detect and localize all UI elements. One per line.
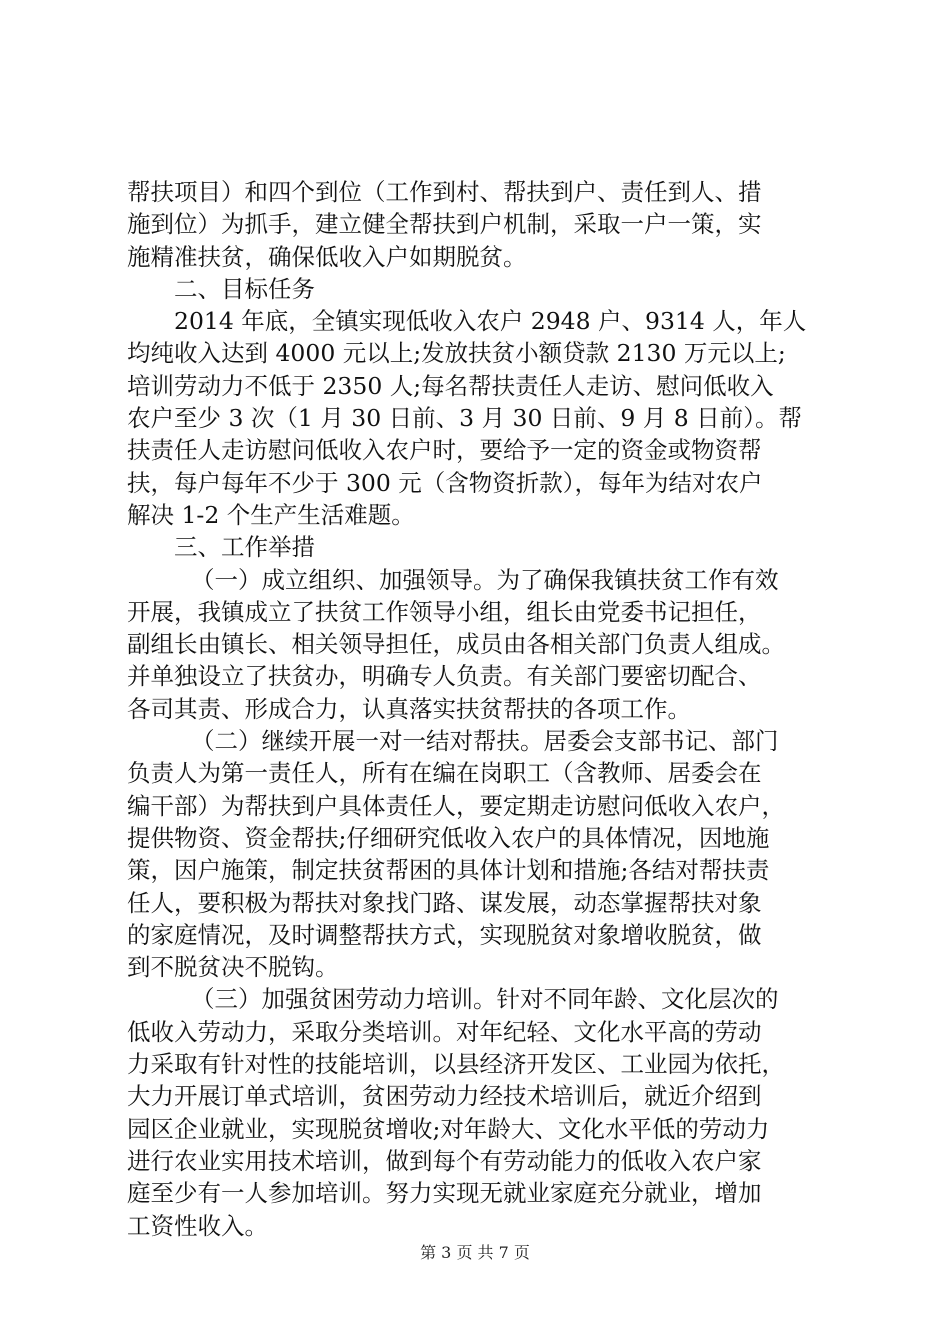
text-line: （三）加强贫困劳动力培训。针对不同年龄、文化层次的 [191, 985, 779, 1014]
text-line: 培训劳动力不低于 2350 人;每名帮扶责任人走访、慰问低收入 [127, 371, 774, 400]
text-line: 解决 1-2 个生产生活难题。 [127, 500, 415, 529]
text-line: 施到位）为抓手，建立健全帮扶到户机制，采取一户一策，实 [127, 210, 762, 239]
text-line: 低收入劳动力，采取分类培训。对年纪轻、文化水平高的劳动 [127, 1017, 762, 1046]
text-line: 开展，我镇成立了扶贫工作领导小组，组长由党委书记担任， [127, 597, 762, 626]
text-line: 庭至少有一人参加培训。努力实现无就业家庭充分就业，增加 [127, 1179, 762, 1208]
text-line: 进行农业实用技术培训，做到每个有劳动能力的低收入农户家 [127, 1146, 762, 1175]
text-line: 施精准扶贫，确保低收入户如期脱贫。 [127, 242, 527, 271]
text-line: 均纯收入达到 4000 元以上;发放扶贫小额贷款 2130 万元以上; [127, 339, 786, 368]
text-line: 负责人为第一责任人，所有在编在岗职工（含教师、居委会在 [127, 759, 762, 788]
text-line: 扶责任人走访慰问低收入农户时，要给予一定的资金或物资帮 [127, 436, 762, 465]
text-line: 的家庭情况，及时调整帮扶方式，实现脱贫对象增收脱贫，做 [127, 920, 762, 949]
text-line: 提供物资、资金帮扶;仔细研究低收入农户的具体情况，因地施 [127, 823, 770, 852]
text-line: 2014 年底，全镇实现低收入农户 2948 户、9314 人，年人 [174, 307, 807, 336]
document-body [127, 176, 833, 1242]
text-line: （二）继续开展一对一结对帮扶。居委会支部书记、部门 [191, 727, 779, 756]
text-line: 大力开展订单式培训，贫困劳动力经技术培训后，就近介绍到 [127, 1082, 762, 1111]
section-heading: 三、工作举措 [174, 533, 315, 562]
text-line: 编干部）为帮扶到户具体责任人，要定期走访慰问低收入农户， [127, 791, 785, 820]
text-line: 策，因户施策，制定扶贫帮困的具体计划和措施;各结对帮扶责 [127, 856, 770, 885]
text-line: 到不脱贫决不脱钩。 [127, 953, 339, 982]
text-line: 力采取有针对性的技能培训，以县经济开发区、工业园为依托， [127, 1050, 785, 1079]
text-line: 园区企业就业，实现脱贫增收;对年龄大、文化水平低的劳动力 [127, 1114, 770, 1143]
text-line: （一）成立组织、加强领导。为了确保我镇扶贫工作有效 [191, 565, 779, 594]
text-line: 各司其责、形成合力，认真落实扶贫帮扶的各项工作。 [127, 694, 691, 723]
text-line: 副组长由镇长、相关领导担任，成员由各相关部门负责人组成。 [127, 630, 785, 659]
page-number-footer: 第 3 页 共 7 页 [420, 1243, 530, 1262]
text-line: 帮扶项目）和四个到位（工作到村、帮扶到户、责任到人、措 [127, 178, 762, 206]
text-line: 工资性收入。 [127, 1211, 268, 1240]
text-line: 扶，每户每年不少于 300 元（含物资折款），每年为结对农户 [127, 468, 763, 497]
section-heading: 二、目标任务 [174, 274, 315, 303]
text-line: 并单独设立了扶贫办，明确专人负责。有关部门要密切配合、 [127, 662, 762, 691]
text-line: 农户至少 3 次（1 月 30 日前、3 月 30 日前、9 月 8 日前）。帮 [127, 404, 802, 433]
text-line: 任人，要积极为帮扶对象找门路、谋发展，动态掌握帮扶对象 [127, 888, 762, 917]
